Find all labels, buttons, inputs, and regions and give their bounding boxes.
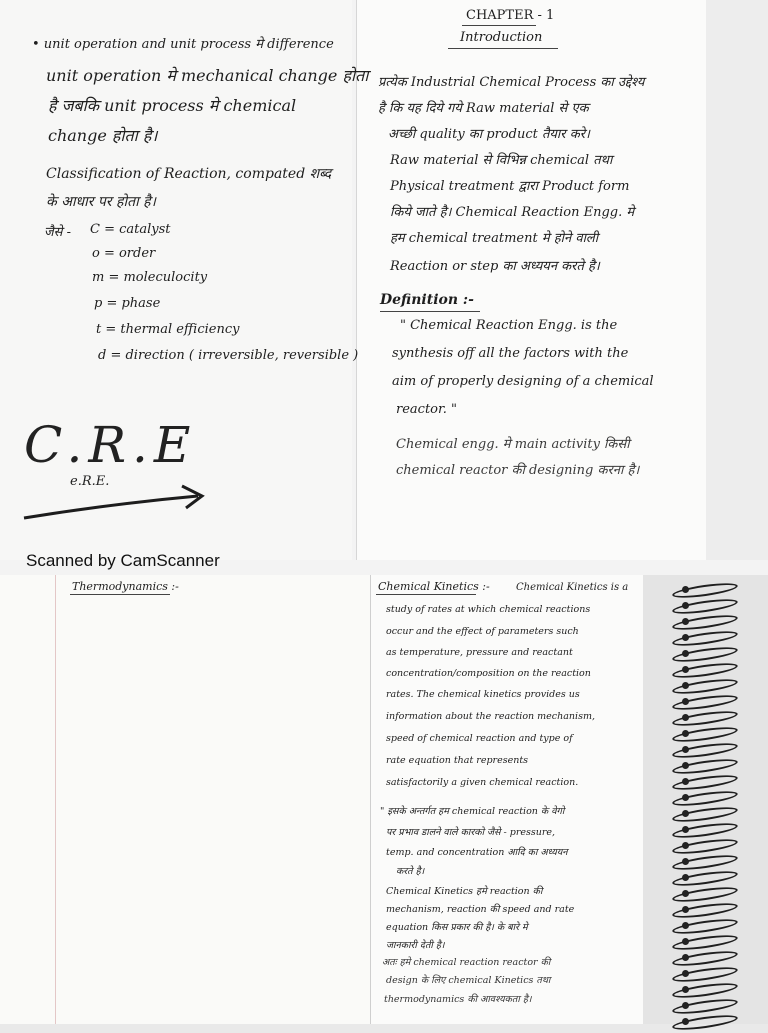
kinetics-line: concentration/composition on the reaction [386,668,591,679]
kinetics-line: rate equation that represents [386,755,529,766]
spiral-hole [682,618,689,625]
spiral-hole [682,826,689,833]
definition-line: " Chemical Reaction Engg. is the [400,318,618,333]
kinetics-line: satisfactorily a given chemical reaction. [386,777,579,788]
spiral-hole [682,954,689,961]
definition-line: aim of properly designing of a chemical [392,374,654,389]
list-item: d = direction ( irreversible, reversible ) [98,348,359,363]
mechanism-line: mechanism, reaction की speed and rate [386,904,575,915]
list-item: m = moleculocity [92,270,208,285]
spiral-hole [682,890,689,897]
list-item: C = catalyst [90,222,171,237]
definition-underline [380,311,480,312]
mechanism-line: Chemical Kinetics हमे reaction की [386,886,543,897]
note-line: unit operation मे mechanical change होता [46,66,369,85]
kinetics-underline [376,594,476,595]
spiral-hole [682,1002,689,1009]
kinetics-line: Chemical Kinetics is a [516,582,629,593]
arrow-icon [20,478,210,526]
spiral-hole [682,794,689,801]
closing-line: अतः हमे chemical reaction reactor की [382,957,551,968]
spiral-hole [682,602,689,609]
list-intro: जैसे - [44,225,71,240]
scanner-watermark: Scanned by CamScanner [26,551,220,570]
thermodynamics-underline [70,594,170,595]
spiral-hole [682,682,689,689]
intro-line: Raw material से विभिन्न chemical तथा [390,153,613,168]
closing-line: thermodynamics की आवश्यकता है। [384,994,532,1005]
spiral-hole [682,746,689,753]
intro-line: Physical treatment द्वारा Product form [390,179,630,194]
spiral-hole [682,634,689,641]
list-item: p = phase [94,296,161,311]
spiral-hole [682,714,689,721]
chapter-number: CHAPTER - 1 [466,8,555,23]
spiral-hole [682,842,689,849]
spiral-hole [682,650,689,657]
kinetics-hindi-line: temp. and concentration आदि का अध्ययन [386,847,568,858]
note-line: है जबकि unit process मे chemical [48,96,297,115]
note-line: change होता है। [48,126,158,145]
activity-line: chemical reactor की designing करना है। [396,463,640,478]
spiral-hole [682,730,689,737]
difference-heading: • unit operation and unit process मे difference [32,37,334,52]
title-underline [448,48,558,49]
definition-line: reactor. " [396,402,458,417]
spiral-hole [682,922,689,929]
intro-line: हम chemical treatment मे होने वाली [390,231,599,246]
list-item: o = order [92,246,156,261]
spiral-hole [682,666,689,673]
chapter-title: Introduction [460,30,543,45]
intro-line: अच्छी quality का product तैयार करे। [388,127,590,142]
kinetics-line: as temperature, pressure and reactant [386,647,573,658]
activity-line: Chemical engg. मे main activity किसी [396,437,630,452]
spiral-hole [682,698,689,705]
thermodynamics-heading: Thermodynamics :- [72,580,179,593]
spiral-hole [682,874,689,881]
spiral-hole [682,810,689,817]
spiral-hole [682,970,689,977]
kinetics-line: information about the reaction mechanism, [386,711,595,722]
kinetics-hindi-line: पर प्रभाव डालने वाले कारको जैसे - pressure, [386,827,556,838]
cre-small-letters: e.R.E. [70,474,110,489]
kinetics-line: rates. The chemical kinetics provides us [386,689,580,700]
spiral-hole [682,906,689,913]
definition-line: synthesis off all the factors with the [392,346,629,361]
closing-line: design के लिए chemical Kinetics तथा [386,975,551,986]
kinetics-hindi-line: करते है। [396,866,425,877]
classification-line: Classification of Reaction, compated शब्द [46,166,332,182]
kinetics-heading: Chemical Kinetics :- [378,580,490,593]
margin-line [55,575,56,1024]
spiral-hole [682,986,689,993]
intro-line: है कि यह दिये गये Raw material से एक [378,101,589,116]
kinetics-line: occur and the effect of parameters such [386,626,579,637]
kinetics-line: study of rates at which chemical reactions [386,604,591,615]
intro-line: प्रत्येक Industrial Chemical Process का उद्देश्य [378,75,645,90]
spiral-hole [682,778,689,785]
cre-large-letters: C.R.E [24,416,197,474]
page-edge [706,0,768,560]
spiral-hole [682,586,689,593]
kinetics-hindi-line: " इसके अन्तर्गत हम chemical reaction के वेगो [380,806,565,817]
classification-line: के आधार पर होता है। [46,194,156,210]
intro-line: किये जाते है। Chemical Reaction Engg. मे [390,205,635,220]
spiral-hole [682,762,689,769]
mechanism-line: equation किस प्रकार की है। के बारे मे [386,922,528,933]
intro-line: Reaction or step का अध्ययन करते है। [390,259,600,274]
chapter-underline [462,25,536,26]
spiral-hole [682,858,689,865]
kinetics-line: speed of chemical reaction and type of [386,733,573,744]
list-item: t = thermal efficiency [96,322,240,337]
definition-label: Definition :- [380,292,474,308]
mechanism-line: जानकारी देती है। [386,940,445,951]
spiral-hole [682,938,689,945]
